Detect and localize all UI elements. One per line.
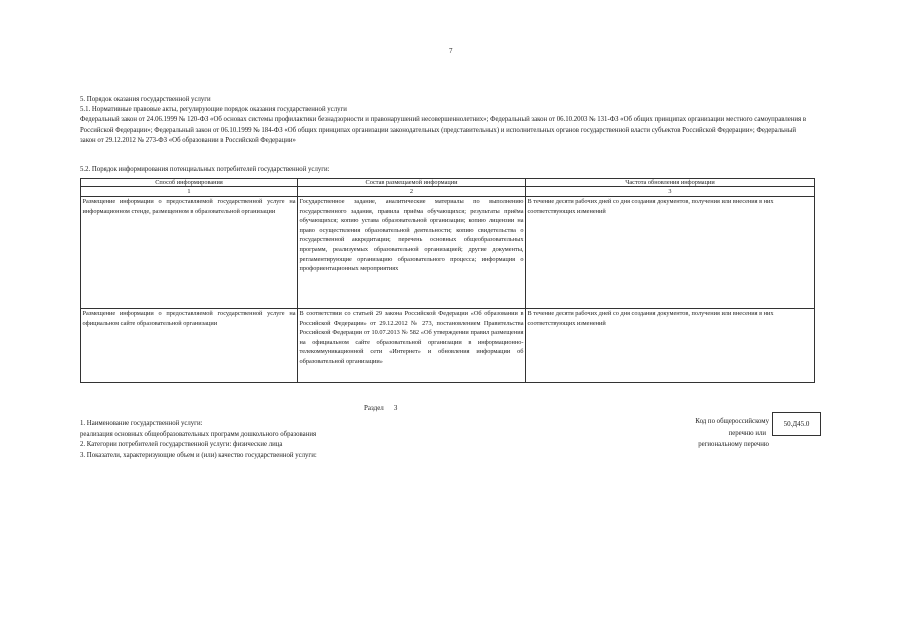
header-content: Состав размещаемой информации bbox=[298, 179, 526, 187]
cell-content: Государственное задание, аналитические материалы по выполнению государственного задания, правила приёма обучающихся; результаты приёма обучающихся; копию устава образовательной организации; копию лицензии на право осуществления образовательной деятельности; копию свидетельства о государственной аккредитации; перечень основных общеобразовательных программ, реализуемых образовательной организацией; другие документы, регламентирующие организацию образовательного процесса; информация о профориентационных мероприятиях bbox=[298, 197, 526, 309]
section-5-1-heading: 5.1. Нормативные правовые акты, регулирующие порядок оказания государственной услуги bbox=[80, 106, 347, 113]
section-title bbox=[364, 404, 397, 412]
legal-acts-text: Федеральный закон от 24.06.1999 № 120-ФЗ «Об основах системы профилактики безнадзорности и правонарушений несовершеннолетних»; Федеральный закон от 06.10.2003 № 131-ФЗ «Об общих принципах организации местного самоуправления в Российской Федерации»; Федеральный закон от 06.10.1999 № 184-ФЗ «Об общих принципах организации законодательных (представительных) и исполнительных органов государственной власти субъектов Российской Федерации»; Федеральный закон от 29.12.2012 № 273-ФЗ «Об образовании в Российской Федерации» bbox=[80, 116, 807, 144]
section-label: Раздел bbox=[364, 404, 384, 412]
code-label-line1: Код по общероссийскому bbox=[695, 418, 769, 425]
table-header-row bbox=[81, 179, 815, 187]
section-5-heading: 5. Порядок оказания государственной услуги bbox=[80, 96, 211, 103]
cell-frequency: В течение десяти рабочих дней со дня создания документов, получения или внесения в них соответствующих изменений bbox=[526, 197, 815, 309]
column-number: 3 bbox=[526, 187, 815, 197]
service-code-box: 50.Д45.0 bbox=[772, 412, 821, 436]
information-table bbox=[80, 178, 815, 383]
table-row bbox=[81, 309, 815, 383]
cell-method: Размещение информации о предоставляемой государственной услуге на официальном сайте образовательной организации bbox=[81, 309, 298, 383]
table-number-row bbox=[81, 187, 815, 197]
cell-method: Размещение информации о предоставляемой государственной услуге на информационном стенде, размещенном в образовательной организации bbox=[81, 197, 298, 309]
cell-frequency: В течение десяти рабочих дней со дня создания документов, получения или внесения в них соответствующих изменений bbox=[526, 309, 815, 383]
code-label-line3: региональному перечню bbox=[698, 441, 769, 448]
column-number: 2 bbox=[298, 187, 526, 197]
column-number: 1 bbox=[81, 187, 298, 197]
section-5-2-heading: 5.2. Порядок информирования потенциальных потребителей государственной услуги: bbox=[80, 166, 330, 173]
header-frequency: Частота обновления информации bbox=[526, 179, 815, 187]
consumer-category: 2. Категории потребителей государственной услуги: физические лица bbox=[80, 441, 283, 448]
cell-content: В соответствии со статьей 29 закона Российской Федерации «Об образовании в Российской Федерации» от 29.12.2012 № 273, постановлением Правительства Российской Федерации от 10.07.2013 № 582 «Об утверждении правил размещения на официальном сайте образовательной организации в информационно-телекоммуникационной сети «Интернет» и обновления информации об образовательной организации» bbox=[298, 309, 526, 383]
service-name-value: реализация основных общеобразовательных программ дошкольного образования bbox=[80, 431, 317, 438]
header-method: Способ информирования bbox=[81, 179, 298, 187]
service-name-label: 1. Наименование государственной услуги: bbox=[80, 420, 203, 427]
code-label-line2: перечню или bbox=[728, 430, 766, 437]
table-row bbox=[81, 197, 815, 309]
page-number: 7 bbox=[449, 47, 453, 55]
section-number: 3 bbox=[393, 404, 398, 412]
indicators-label: 3. Показатели, характеризующие объем и (или) качество государственной услуги: bbox=[80, 452, 317, 459]
